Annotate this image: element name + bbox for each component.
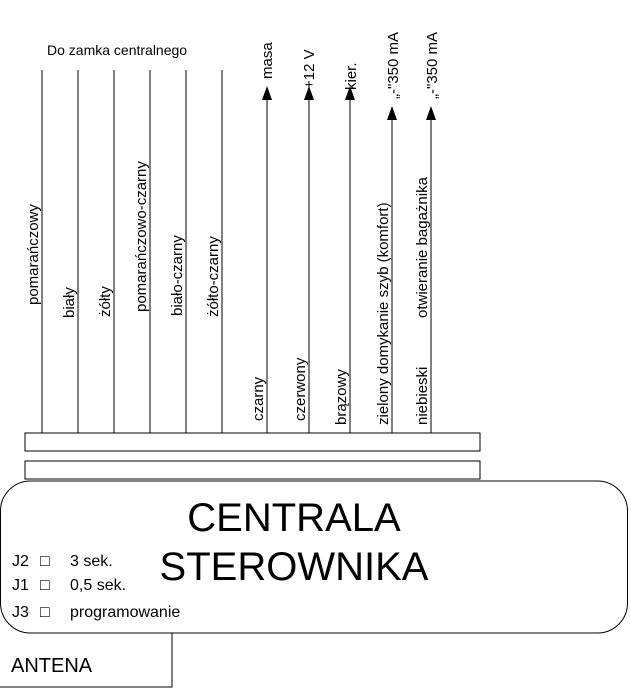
- right-wire-5-function: otwieranie bagażnika: [414, 177, 431, 318]
- right-wire-4-color: zielony domykanie szyb (komfort): [375, 202, 392, 425]
- right-wire-4-arrow-icon: [387, 106, 397, 120]
- jumper-2-id: J1: [12, 577, 29, 594]
- jumper-1-id: J2: [12, 553, 29, 570]
- header-label: Do zamka centralnego: [47, 42, 188, 58]
- jumper-1-box-icon: □: [40, 553, 50, 570]
- jumper-3-desc: programowanie: [70, 604, 181, 621]
- central-unit-title-line2: STEROWNIKA: [159, 545, 429, 589]
- jumper-2-box-icon: □: [40, 577, 50, 594]
- right-wire-1-arrow-icon: [262, 86, 272, 100]
- left-wire-1-label: pomarańczowy: [25, 204, 42, 305]
- central-unit-title-line1: CENTRALA: [187, 496, 401, 540]
- left-wire-6-label: żółto-czarny: [205, 236, 222, 317]
- right-wire-1-function: masa: [259, 42, 276, 79]
- left-wire-2-label: biały: [61, 287, 78, 318]
- right-wire-5-color: niebieski: [414, 366, 431, 425]
- right-wire-5-arrow-icon: [426, 106, 436, 120]
- right-wire-2-function: +12 V: [301, 49, 318, 89]
- left-wire-4-label: pomarańczowo-czarny: [133, 161, 150, 312]
- right-wire-group: [250, 32, 441, 433]
- antenna-label: ANTENA: [11, 655, 93, 677]
- connector-strip-lower: [25, 461, 480, 479]
- right-wire-4-function: „-"350 mA: [385, 31, 402, 99]
- jumper-3-box-icon: □: [40, 604, 50, 621]
- jumper-3-id: J3: [12, 604, 29, 621]
- jumper-2-desc: 0,5 sek.: [70, 577, 127, 594]
- right-wire-1-color: czarny: [250, 376, 267, 421]
- left-wire-group: [25, 70, 222, 433]
- left-wire-3-label: żółty: [97, 286, 114, 317]
- right-wire-2-color: czerwony: [292, 357, 309, 421]
- jumper-1-desc: 3 sek.: [70, 553, 113, 570]
- right-wire-3-function: kier.: [343, 62, 360, 90]
- connector-strip-upper: [25, 433, 480, 451]
- left-wire-5-label: biało-czarny: [169, 235, 186, 316]
- right-wire-3-color: brązowy: [333, 369, 350, 425]
- right-wire-5-extra: „-"350 mA: [424, 31, 441, 99]
